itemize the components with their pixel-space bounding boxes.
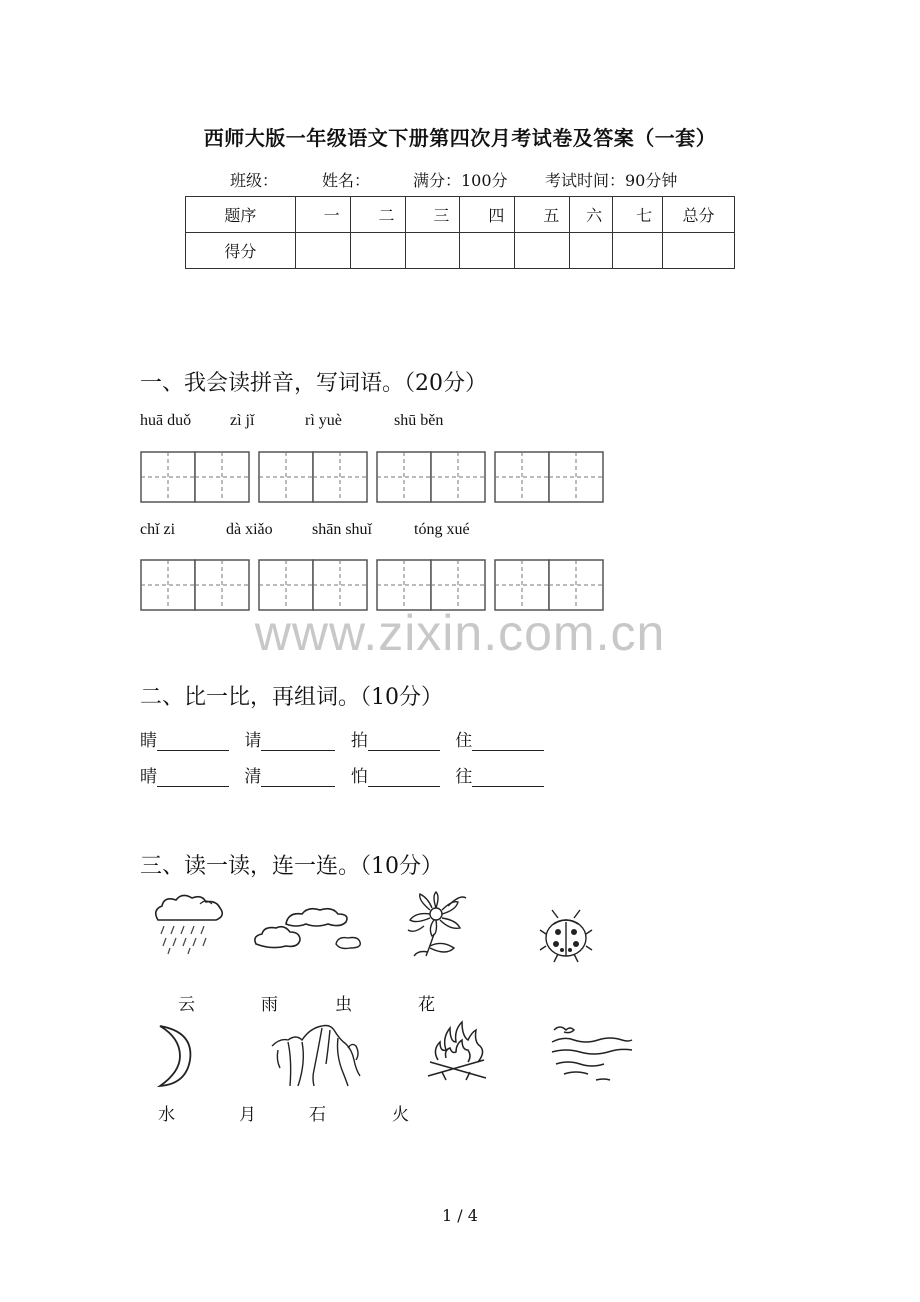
score-table-row — [186, 233, 735, 269]
score-col-1: 一 — [295, 197, 350, 233]
score-row-label: 得分 — [186, 233, 296, 269]
watermark: www.zixin.com.cn — [254, 605, 666, 661]
cloud-icon — [250, 904, 366, 954]
picture-word: 云 — [178, 995, 195, 1015]
section3-heading: 三、读一读，连一连。（10分） — [140, 854, 443, 879]
pinyin-4: shū běn — [394, 412, 444, 429]
compare-char: 晴 — [140, 767, 157, 787]
water-icon — [550, 1022, 634, 1084]
answer-blank[interactable] — [368, 768, 440, 787]
pinyin-7: shān shuǐ — [312, 521, 372, 538]
writing-box[interactable] — [431, 452, 485, 502]
answer-blank[interactable] — [157, 768, 229, 787]
flower-icon — [402, 890, 472, 962]
score-col-3: 三 — [405, 197, 460, 233]
score-header-label: 题序 — [186, 197, 296, 233]
full-score: 满分：100分 — [413, 171, 508, 190]
compare-row-2 — [140, 762, 544, 787]
pinyin-3: rì yuè — [305, 412, 342, 429]
compare-char: 拍 — [350, 731, 368, 751]
writing-box[interactable] — [431, 560, 485, 610]
pinyin-8: tóng xué — [414, 521, 470, 538]
score-cell[interactable] — [570, 233, 613, 269]
writing-box[interactable] — [495, 452, 549, 502]
compare-row-1 — [140, 726, 544, 751]
page-title: 西师大版一年级语文下册第四次月考试卷及答案（一套） — [203, 126, 717, 150]
score-table — [185, 196, 735, 269]
score-cell[interactable] — [295, 233, 350, 269]
writing-box[interactable] — [377, 560, 431, 610]
picture-word: 雨 — [261, 995, 278, 1015]
score-cell[interactable] — [405, 233, 460, 269]
writing-box[interactable] — [495, 560, 549, 610]
class-label: 班级： — [230, 171, 279, 190]
score-total-label: 总分 — [663, 197, 735, 233]
answer-blank[interactable] — [261, 768, 335, 787]
answer-blank[interactable] — [472, 768, 544, 787]
picture-word: 月 — [239, 1105, 256, 1125]
writing-box[interactable] — [549, 560, 603, 610]
score-col-5: 五 — [515, 197, 570, 233]
score-col-7: 七 — [613, 197, 663, 233]
fire-icon — [424, 1020, 490, 1082]
compare-char: 睛 — [140, 731, 157, 751]
exam-time: 考试时间：90分钟 — [545, 171, 678, 190]
writing-box[interactable] — [141, 452, 195, 502]
section2-heading: 二、比一比，再组词。（10分） — [140, 685, 443, 710]
writing-box[interactable] — [313, 452, 367, 502]
answer-blank[interactable] — [368, 732, 440, 751]
picture-word: 水 — [158, 1105, 175, 1125]
compare-char: 往 — [455, 767, 473, 787]
writing-box[interactable] — [259, 560, 313, 610]
pinyin-1: huā duǒ — [140, 412, 192, 429]
writing-box[interactable] — [195, 452, 249, 502]
writing-box[interactable] — [195, 560, 249, 610]
page-number: 1 / 4 — [442, 1206, 478, 1225]
pinyin-2: zì jǐ — [230, 412, 255, 429]
compare-char: 清 — [244, 767, 262, 787]
writing-box[interactable] — [313, 560, 367, 610]
answer-blank[interactable] — [157, 732, 229, 751]
score-cell[interactable] — [515, 233, 570, 269]
picture-word: 虫 — [335, 995, 352, 1015]
name-label: 姓名： — [322, 171, 371, 190]
pinyin-5: chǐ zi — [140, 521, 176, 538]
picture-word: 火 — [392, 1105, 409, 1125]
moon-icon — [146, 1024, 194, 1088]
answer-blank[interactable] — [472, 732, 544, 751]
score-col-2: 二 — [350, 197, 405, 233]
ladybug-icon — [538, 906, 594, 964]
writing-box[interactable] — [377, 452, 431, 502]
writing-grid-row-1 — [140, 451, 610, 503]
score-table-header-row — [186, 197, 735, 233]
pinyin-6: dà xiǎo — [226, 521, 273, 538]
score-col-6: 六 — [570, 197, 613, 233]
score-cell[interactable] — [350, 233, 405, 269]
writing-grid — [140, 451, 610, 503]
rain-cloud-icon — [150, 892, 226, 956]
score-cell[interactable] — [663, 233, 735, 269]
picture-word: 花 — [418, 995, 435, 1015]
writing-box[interactable] — [259, 452, 313, 502]
writing-box[interactable] — [549, 452, 603, 502]
picture-word: 石 — [309, 1105, 326, 1125]
compare-char: 怕 — [350, 767, 368, 787]
score-cell[interactable] — [460, 233, 515, 269]
compare-char: 住 — [455, 731, 473, 751]
section1-heading: 一、我会读拼音，写词语。（20分） — [140, 371, 487, 396]
writing-box[interactable] — [141, 560, 195, 610]
score-cell[interactable] — [613, 233, 663, 269]
answer-blank[interactable] — [261, 732, 335, 751]
score-col-4: 四 — [460, 197, 515, 233]
compare-char: 请 — [244, 731, 262, 751]
mountain-icon — [268, 1020, 364, 1088]
